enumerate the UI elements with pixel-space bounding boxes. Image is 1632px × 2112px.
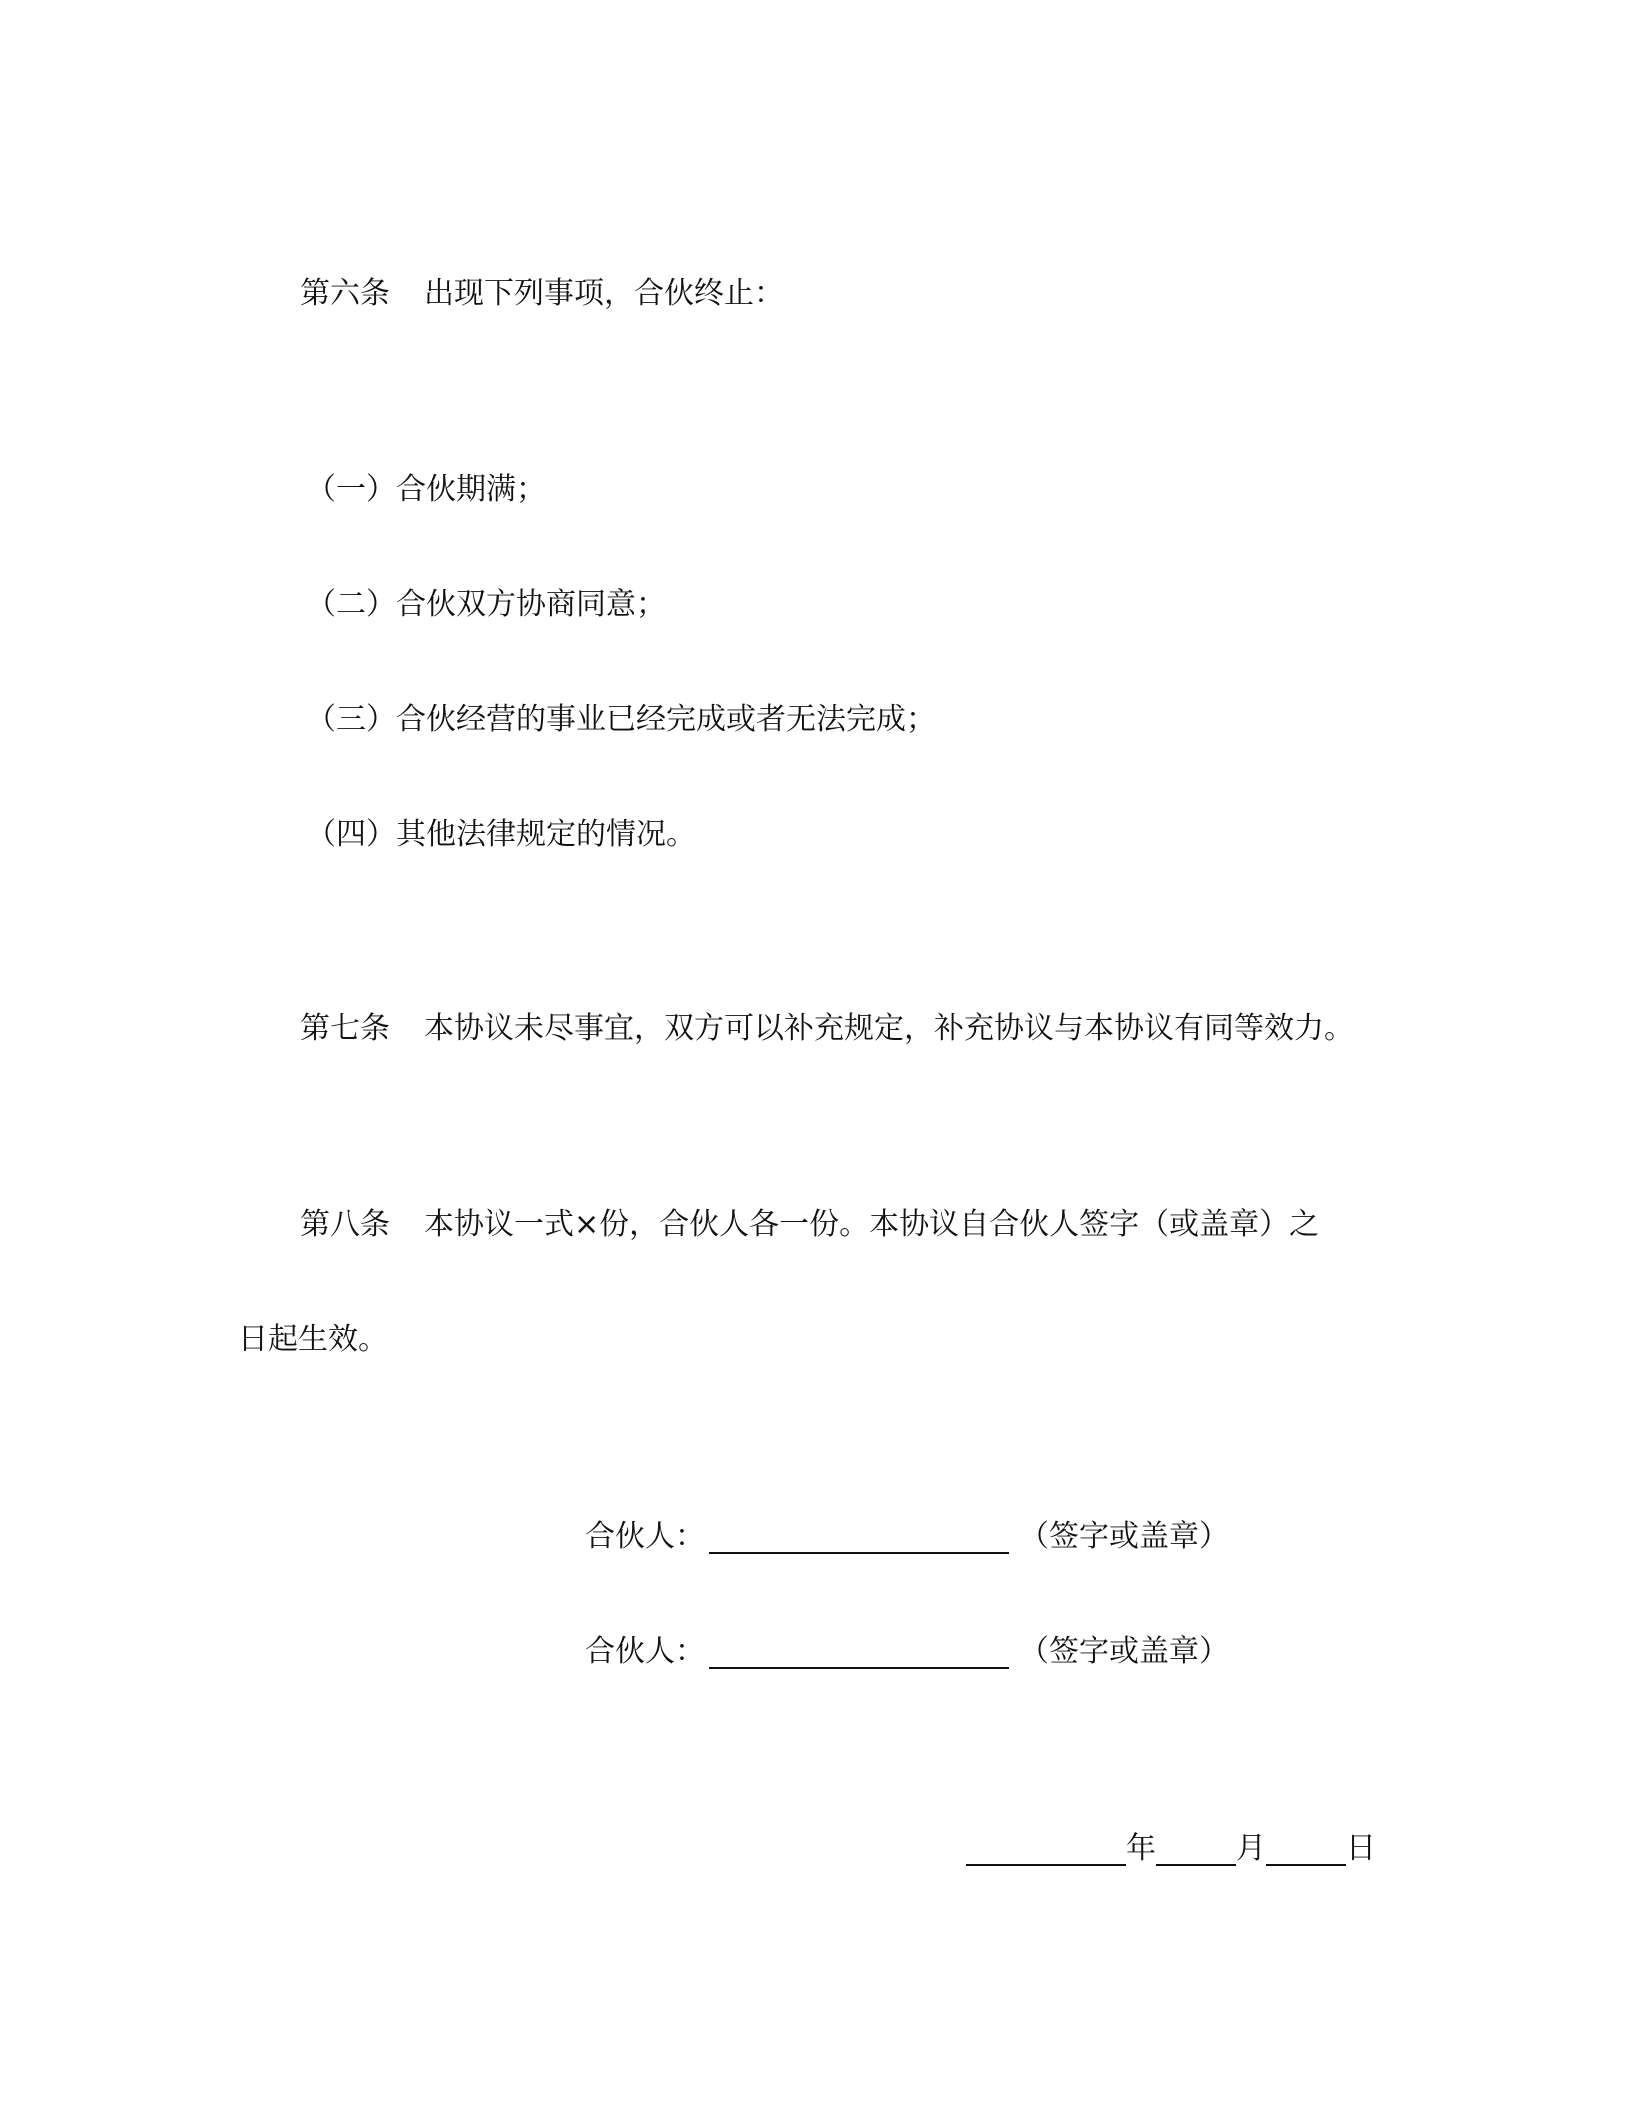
article-6-number: 第六条 (300, 276, 390, 311)
signature-line (709, 1637, 1009, 1669)
article-7-text: 本协议未尽事宜，双方可以补充规定，补充协议与本协议有同等效力。 (424, 1011, 1354, 1046)
article-6-item-1: （一）合伙期满； (306, 472, 546, 507)
article-6-item-3: （三）合伙经营的事业已经完成或者无法完成； (306, 702, 936, 737)
article-7-number: 第七条 (300, 1011, 390, 1046)
article-7 (300, 1009, 1354, 1049)
article-6-item-4: （四）其他法律规定的情况。 (306, 817, 696, 852)
signature-line (709, 1522, 1009, 1554)
partner-label: 合伙人： (585, 1634, 705, 1669)
date-row (966, 1829, 1376, 1869)
day-label: 日 (1346, 1831, 1376, 1866)
month-line (1156, 1834, 1236, 1866)
article-6-text: 出现下列事项，合伙终止： (424, 276, 784, 311)
article-8-number: 第八条 (300, 1207, 390, 1242)
year-label: 年 (1126, 1831, 1156, 1866)
partner-label: 合伙人： (585, 1519, 705, 1554)
article-6-item-2: （二）合伙双方协商同意； (306, 587, 666, 622)
month-label: 月 (1236, 1831, 1266, 1866)
article-8-text: 本协议一式×份，合伙人各一份。本协议自合伙人签字（或盖章）之 (424, 1207, 1320, 1242)
article-8-line-2: 日起生效。 (238, 1322, 388, 1357)
signature-row-2 (585, 1632, 1229, 1672)
article-8-line-1 (300, 1205, 1319, 1245)
article-6-heading (300, 274, 784, 314)
year-line (966, 1834, 1126, 1866)
signature-note: （签字或盖章） (1019, 1519, 1229, 1554)
day-line (1266, 1834, 1346, 1866)
signature-note: （签字或盖章） (1019, 1634, 1229, 1669)
signature-row-1 (585, 1517, 1229, 1557)
